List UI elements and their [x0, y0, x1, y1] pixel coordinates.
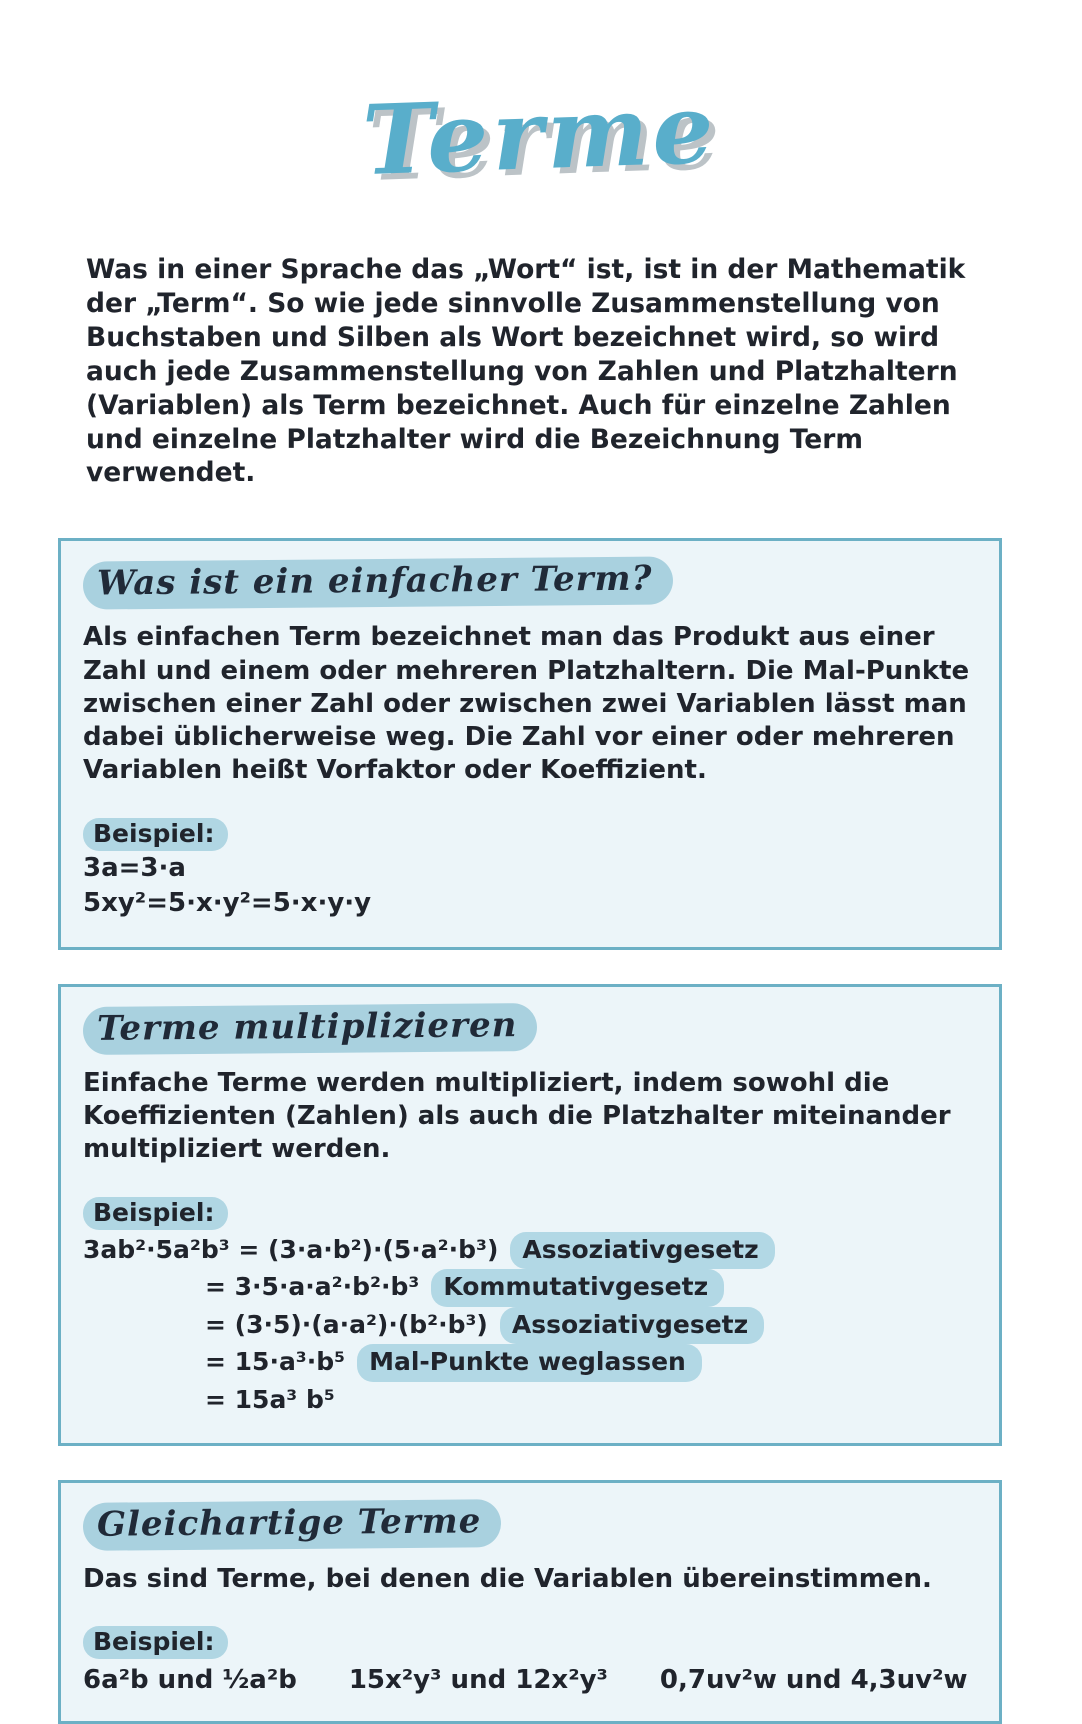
example-pair: 6a²b und ½a²b — [83, 1665, 297, 1696]
step-law-highlight: Assoziativgesetz — [500, 1307, 764, 1345]
intro-paragraph: Was in einer Sprache das „Wort“ ist, ist in der Mathematik der „Term“. So wie jede sinnvolle Zusammenstellung von Buchstaben und Silben als Wort bezeichnet wird, so wird auch jede Zusammenstellung von Zahlen und Platzhaltern (Variablen) als Term bezeichnet. Auch für einzelne Zahlen und einzelne Platzhalter wird die Bezeichnung Term verwendet. — [86, 254, 966, 489]
example-label: Beispiel: — [83, 1197, 228, 1230]
notes-page — [0, 71, 1080, 1696]
section-body: Das sind Terme, bei denen die Variablen übereinstimmen. — [83, 1564, 932, 1595]
example-pair: 15x²y³ und 12x²y³ — [348, 1665, 608, 1696]
example-label: Beispiel: — [83, 818, 228, 851]
section-gleichartige-terme — [58, 1480, 1002, 1724]
step-expression: = (3·5)·(a·a²)·(b²·b³) — [205, 1309, 488, 1339]
example-pair: 0,7uv²w und 4,3uv²w — [659, 1665, 968, 1696]
derivation-steps — [83, 1232, 973, 1418]
step-expression: = 15a³ b⁵ — [205, 1384, 335, 1414]
example-pairs — [83, 1665, 973, 1695]
section-body: Einfache Terme werden multipliziert, indem sowohl die Koeffizienten (Zahlen) als auch die Platzhalter miteinander multipliziert werden. — [83, 1067, 951, 1165]
section-terme-multiplizieren — [58, 984, 1002, 1446]
derivation-step — [83, 1232, 973, 1270]
example-label: Beispiel: — [83, 1626, 228, 1659]
section-heading: Gleichartige Terme — [83, 1499, 502, 1551]
example-line: 3a=3·a — [83, 852, 186, 883]
section-body: Als einfachen Term bezeichnet man das Produkt aus einer Zahl und einem oder mehreren Platzhaltern. Die Mal-Punkte zwischen einer Zahl oder zwischen zwei Variablen lässt man dabei üblicherweise weg. Die Zahl vor einer oder mehreren Variablen heißt Vorfaktor oder Koeffizient. — [83, 622, 970, 786]
step-expression: 3ab²·5a²b³ = (3·a·b²)·(5·a²·b³) — [83, 1234, 499, 1264]
derivation-step — [83, 1344, 973, 1382]
example-line: 5xy²=5·x·y²=5·x·y·y — [83, 887, 372, 918]
step-law-highlight: Assoziativgesetz — [510, 1232, 774, 1270]
page-title: Terme — [360, 71, 720, 198]
step-law-highlight: Mal-Punkte weglassen — [357, 1344, 702, 1382]
section-einfacher-term — [58, 538, 1002, 950]
step-expression: = 3·5·a·a²·b²·b³ — [205, 1272, 420, 1302]
section-heading: Was ist ein einfacher Term? — [83, 557, 673, 610]
step-expression: = 15·a³·b⁵ — [205, 1347, 346, 1377]
derivation-step — [83, 1382, 973, 1418]
step-law-highlight: Kommutativgesetz — [431, 1269, 724, 1307]
derivation-step — [83, 1307, 973, 1345]
section-heading: Terme multiplizieren — [83, 1003, 538, 1055]
derivation-step — [83, 1269, 973, 1307]
